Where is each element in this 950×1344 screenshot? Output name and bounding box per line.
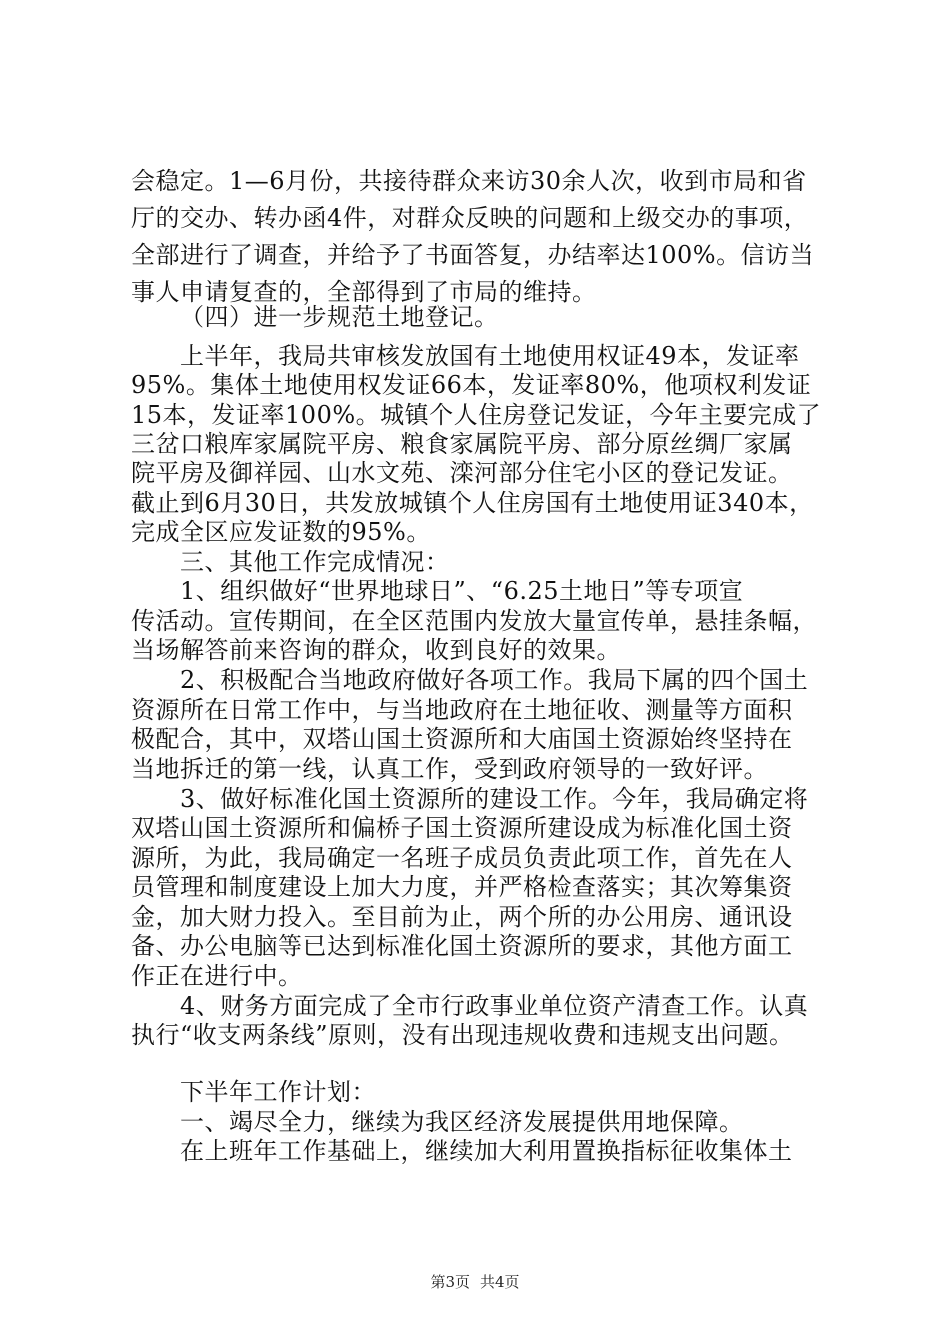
- text-line: 作正在进行中。: [131, 962, 303, 990]
- text-line: 院平房及御祥园、山水文苑、滦河部分住宅小区的登记发证。: [131, 459, 793, 487]
- text-line: 4、财务方面完成了全市行政事业单位资产清查工作。认真: [180, 992, 809, 1020]
- text-line: 金，加大财力投入。至目前为止，两个所的办公用房、通讯设: [131, 903, 793, 931]
- text-line: 当地拆迁的第一线，认真工作，受到政府领导的一致好评。: [131, 755, 768, 783]
- text-line: 厅的交办、转办函4件，对群众反映的问题和上级交办的事项，: [131, 204, 809, 232]
- text-line: 资源所在日常工作中，与当地政府在土地征收、测量等方面积: [131, 696, 793, 724]
- text-line: 2、积极配合当地政府做好各项工作。我局下属的四个国土: [180, 666, 809, 694]
- text-line: 上半年，我局共审核发放国有土地使用权证49本，发证率: [180, 342, 800, 370]
- text-line: 会稳定。1—6月份，共接待群众来访30余人次，收到市局和省: [131, 167, 807, 195]
- section-heading: 三、其他工作完成情况：: [180, 548, 450, 576]
- text-line: 事人申请复查的，全部得到了市局的维持。: [131, 278, 597, 306]
- text-line: 备、办公电脑等已达到标准化国土资源所的要求，其他方面工: [131, 932, 793, 960]
- text-line: 员管理和制度建设上加大力度，并严格检查落实；其次筹集资: [131, 873, 793, 901]
- text-line: 在上班年工作基础上，继续加大利用置换指标征收集体土: [180, 1137, 793, 1165]
- text-line: （四）进一步规范土地登记。: [180, 303, 499, 331]
- text-line: 全部进行了调查，并给予了书面答复，办结率达100%。信访当: [131, 241, 815, 269]
- page-total: 共4页: [480, 1273, 520, 1291]
- text-line: 1、组织做好“世界地球日”、“6.25土地日”等专项宣: [180, 577, 744, 605]
- text-line: 双塔山国土资源所和偏桥子国土资源所建设成为标准化国土资: [131, 814, 793, 842]
- text-line: 15本，发证率100%。城镇个人住房登记发证，今年主要完成了: [131, 401, 822, 429]
- text-line: 95%。集体土地使用权发证66本，发证率80%，他项权利发证: [131, 371, 812, 399]
- text-line: 传活动。宣传期间，在全区范围内发放大量宣传单，悬挂条幅，: [131, 607, 817, 635]
- text-line: 三岔口粮库家属院平房、粮食家属院平房、部分原丝绸厂家属: [131, 430, 793, 458]
- text-line: 完成全区应发证数的95%。: [131, 518, 431, 546]
- section-heading: 一、竭尽全力，继续为我区经济发展提供用地保障。: [180, 1108, 744, 1136]
- text-line: 极配合，其中，双塔山国土资源所和大庙国土资源始终坚持在: [131, 725, 793, 753]
- text-line: 源所，为此，我局确定一名班子成员负责此项工作，首先在人: [131, 844, 793, 872]
- page-number: 第3页: [430, 1273, 470, 1291]
- text-line: 当场解答前来咨询的群众，收到良好的效果。: [131, 636, 621, 664]
- section-heading: 下半年工作计划：: [180, 1078, 376, 1106]
- text-line: 3、做好标准化国土资源所的建设工作。今年，我局确定将: [180, 785, 809, 813]
- text-line: 执行“收支两条线”原则，没有出现违规收费和违规支出问题。: [131, 1021, 794, 1049]
- page-footer: [0, 1272, 950, 1292]
- text-line: 截止到6月30日，共发放城镇个人住房国有土地使用证340本，: [131, 489, 814, 517]
